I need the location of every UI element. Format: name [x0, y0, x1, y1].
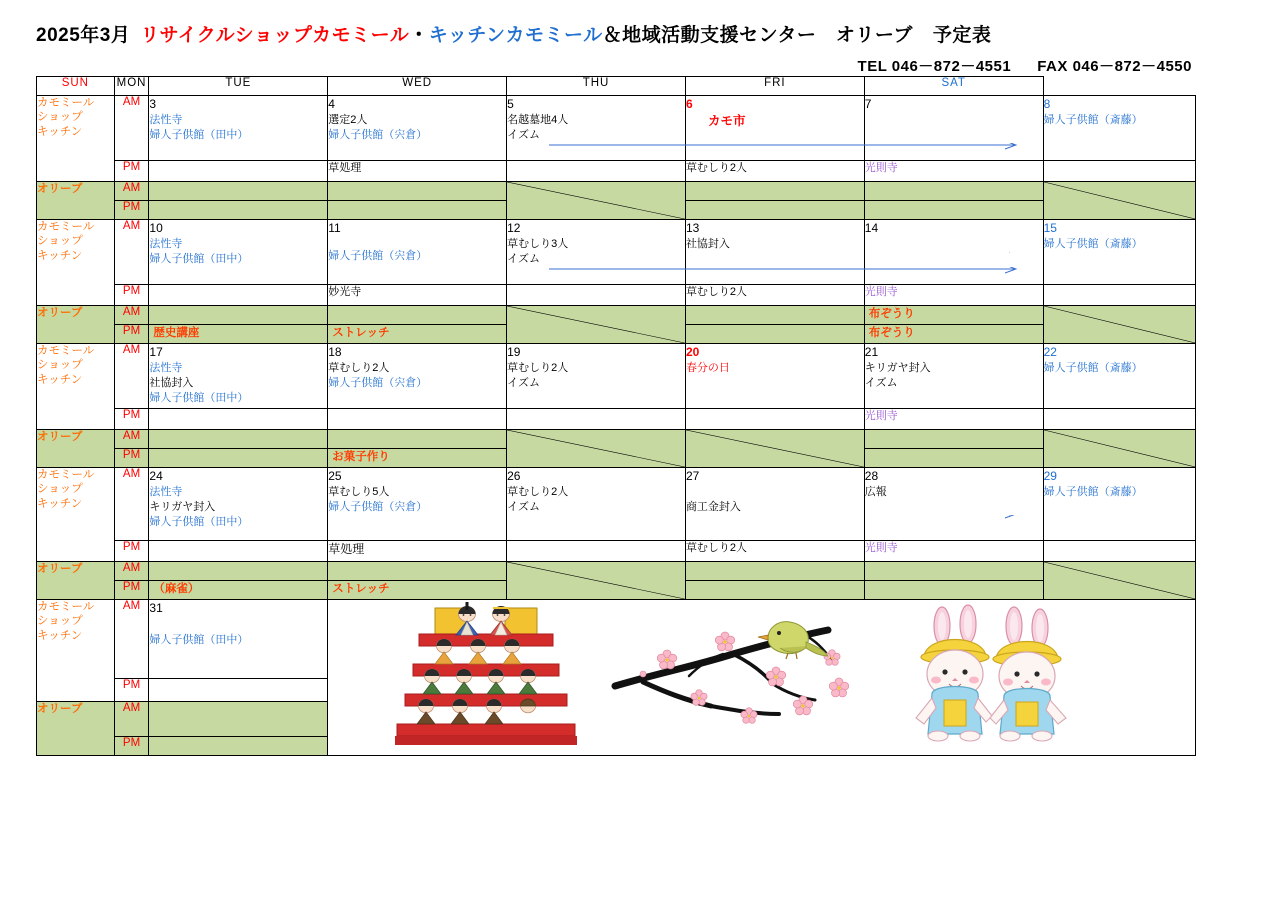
- row-label-kamomile: カモミール ショップ キッチン: [37, 220, 115, 306]
- cell-w2-olive-tue-pm: ストレッチ: [328, 325, 507, 344]
- row-ampm-pm: PM: [114, 449, 149, 468]
- cell-w1-tue-am: 4 選定2人 婦人子供館（宍倉）: [328, 96, 507, 161]
- cell-w5-mon-am: 31 婦人子供館（田中）: [149, 600, 328, 679]
- tel-label: TEL: [857, 58, 888, 75]
- cell-w4-fri-pm: 光則寺: [864, 541, 1043, 562]
- title-month: 2025年3月: [36, 25, 131, 46]
- row-ampm-pm: PM: [114, 325, 149, 344]
- row-ampm-am: AM: [114, 430, 149, 449]
- cell-w4-thu-pm: 草むしり2人: [685, 541, 864, 562]
- table-row: [37, 161, 1196, 182]
- cell-w1-olive-fri-pm: [864, 201, 1043, 220]
- cell-w3-thu-am: 20 春分の日: [685, 344, 864, 409]
- cell-w1-olive-thu-pm: [685, 201, 864, 220]
- cell-w3-tue-am: 18 草むしり2人 婦人子供館（宍倉）: [328, 344, 507, 409]
- cell-w1-mon-am: 3 法性寺 婦人子供館（田中）: [149, 96, 328, 161]
- cell-w2-olive-fri-pm: 布ぞうり: [864, 325, 1043, 344]
- cell-w1-wed-pm: [507, 161, 686, 182]
- cell-w2-fri-am: 14: [864, 220, 1043, 285]
- cell-w5-olive-mon-pm: [149, 737, 328, 756]
- event-kamoichi: カモ市: [707, 114, 746, 129]
- row-label-olive: オリーブ: [37, 562, 115, 600]
- cell-w2-tue-pm: 妙光寺: [328, 285, 507, 306]
- table-row: [37, 430, 1196, 449]
- table-row: [37, 96, 1196, 161]
- span-arrow-wed-fri-4: [507, 515, 685, 525]
- cell-w4-thu-am: 27 商工金封入: [685, 468, 864, 541]
- cell-w3-thu-pm: [685, 409, 864, 430]
- cell-w2-olive-sat-blocked: [1043, 306, 1195, 344]
- row-label-olive: オリーブ: [37, 430, 115, 468]
- table-row: [37, 182, 1196, 201]
- title-center: ＆地域活動支援センター オリーブ: [602, 25, 913, 46]
- cell-w2-fri-pm: 光則寺: [864, 285, 1043, 306]
- contact-info: [858, 55, 1192, 76]
- row-ampm-pm: PM: [114, 737, 149, 756]
- row-label-olive: オリーブ: [37, 702, 115, 756]
- col-header-thu: THU: [507, 77, 686, 96]
- col-header-sat: SAT: [864, 77, 1043, 96]
- cell-w1-olive-fri-am: [864, 182, 1043, 201]
- row-label-kamomile: カモミール ショップ キッチン: [37, 468, 115, 562]
- cell-w1-mon-pm: [149, 161, 328, 182]
- row-label-olive: オリーブ: [37, 182, 115, 220]
- title-dot: ・: [409, 25, 429, 46]
- col-header-mon: MON: [114, 77, 149, 96]
- row-ampm-pm: PM: [114, 541, 149, 562]
- cell-w1-fri-am: 7: [864, 96, 1043, 161]
- cell-w3-mon-pm: [149, 409, 328, 430]
- illustrations-svg: [328, 600, 1157, 755]
- table-row: [37, 541, 1196, 562]
- cell-w2-olive-wed-blocked: [507, 306, 686, 344]
- cell-w3-olive-tue-am: [328, 430, 507, 449]
- cell-w4-olive-sat-blocked: [1043, 562, 1195, 600]
- fax-label: FAX: [1037, 58, 1068, 75]
- cell-w1-tue-pm: 草処理: [328, 161, 507, 182]
- cell-w1-thu-pm: 草むしり2人: [685, 161, 864, 182]
- row-label-kamomile: カモミール ショップ キッチン: [37, 344, 115, 430]
- cell-w2-tue-am: 11 婦人子供館（宍倉）: [328, 220, 507, 285]
- title-schedule: 予定表: [932, 25, 992, 46]
- cell-w3-olive-mon-am: [149, 430, 328, 449]
- col-header-tue: TUE: [149, 77, 328, 96]
- cell-w1-sat-am: 8 婦人子供館（斎藤）: [1043, 96, 1195, 161]
- cell-w1-olive-thu-am: [685, 182, 864, 201]
- title-kitchen: キッチンカモミール: [428, 25, 603, 46]
- row-ampm-am: AM: [114, 96, 149, 161]
- col-header-wed: WED: [328, 77, 507, 96]
- cell-w2-sat-pm: [1043, 285, 1195, 306]
- cell-w2-sat-am: 15 婦人子供館（斎藤）: [1043, 220, 1195, 285]
- cell-w3-olive-thu-blocked: [685, 430, 864, 468]
- title-shop: リサイクルショップカモミール: [140, 25, 410, 46]
- row-ampm-am: AM: [114, 562, 149, 581]
- table-row: [37, 562, 1196, 581]
- cell-w4-olive-fri-pm: [864, 581, 1043, 600]
- table-header-row: [37, 77, 1196, 96]
- cell-w4-olive-tue-pm: ストレッチ: [328, 581, 507, 600]
- tel-number: 046－872－4551: [891, 58, 1012, 75]
- table-row: [37, 220, 1196, 285]
- cell-w1-olive-tue-am: [328, 182, 507, 201]
- row-ampm-am: AM: [114, 468, 149, 541]
- span-arrow-wed-fri-2: [507, 267, 685, 277]
- row-ampm-pm: PM: [114, 409, 149, 430]
- row-ampm-am: AM: [114, 344, 149, 409]
- illustration-area: [328, 600, 1196, 756]
- cell-w2-mon-am: 10 法性寺 婦人子供館（田中）: [149, 220, 328, 285]
- table-row: [37, 306, 1196, 325]
- cell-w4-olive-thu-pm: [685, 581, 864, 600]
- cell-w3-olive-sat-blocked: [1043, 430, 1195, 468]
- cell-w3-sat-pm: [1043, 409, 1195, 430]
- row-ampm-am: AM: [114, 600, 149, 679]
- cell-w5-mon-pm: [149, 679, 328, 702]
- col-header-sun: SUN: [37, 77, 115, 96]
- cell-w4-tue-pm: 草処理: [328, 541, 507, 562]
- cell-w3-olive-tue-pm: お菓子作り: [328, 449, 507, 468]
- cell-w1-olive-tue-pm: [328, 201, 507, 220]
- cell-w3-wed-pm: [507, 409, 686, 430]
- calendar-table: [36, 76, 1196, 756]
- cell-w3-wed-am: 19 草むしり2人 イズム: [507, 344, 686, 409]
- cell-w3-olive-fri-am: [864, 430, 1043, 449]
- table-row: [37, 409, 1196, 430]
- cell-w4-olive-thu-am: [685, 562, 864, 581]
- cell-w2-wed-pm: [507, 285, 686, 306]
- cell-w1-olive-mon-am: [149, 182, 328, 201]
- cell-w3-fri-pm: 光則寺: [864, 409, 1043, 430]
- table-row: [37, 344, 1196, 409]
- table-row: [37, 468, 1196, 541]
- cell-w2-thu-am: 13 社協封入: [685, 220, 864, 285]
- cell-w1-sat-pm: [1043, 161, 1195, 182]
- row-ampm-pm: PM: [114, 679, 149, 702]
- cell-w4-tue-am: 25 草むしり5人 婦人子供館（宍倉）: [328, 468, 507, 541]
- cell-w4-wed-am: 26 草むしり2人 イズム: [507, 468, 686, 541]
- cell-w2-olive-mon-pm: 歴史講座: [149, 325, 328, 344]
- cell-w5-olive-mon-am: [149, 702, 328, 737]
- cell-w4-wed-pm: [507, 541, 686, 562]
- row-label-olive: オリーブ: [37, 306, 115, 344]
- table-row: [37, 600, 1196, 679]
- row-label-kamomile: カモミール ショップ キッチン: [37, 96, 115, 182]
- row-ampm-am: AM: [114, 220, 149, 285]
- cell-w2-thu-pm: 草むしり2人: [685, 285, 864, 306]
- cell-w2-olive-thu-pm: [685, 325, 864, 344]
- row-ampm-pm: PM: [114, 161, 149, 182]
- fax-number: 046－872－4550: [1072, 58, 1192, 75]
- cell-w4-sat-pm: [1043, 541, 1195, 562]
- cell-w1-olive-sat-blocked: [1043, 182, 1195, 220]
- cell-w4-mon-pm: [149, 541, 328, 562]
- cell-w3-tue-pm: [328, 409, 507, 430]
- cell-w3-olive-wed-blocked: [507, 430, 686, 468]
- cell-w4-olive-wed-blocked: [507, 562, 686, 600]
- row-label-kamomile: カモミール ショップ キッチン: [37, 600, 115, 702]
- cell-w4-olive-mon-am: [149, 562, 328, 581]
- row-ampm-pm: PM: [114, 581, 149, 600]
- cell-w2-olive-mon-am: [149, 306, 328, 325]
- cell-w3-olive-mon-pm: [149, 449, 328, 468]
- cell-w4-fri-am: 28 広報: [864, 468, 1043, 541]
- span-arrow-thu-fri-4: [686, 515, 864, 525]
- cell-w3-mon-am: 17 法性寺 社協封入 婦人子供館（田中）: [149, 344, 328, 409]
- col-header-fri: FRI: [685, 77, 864, 96]
- row-ampm-pm: PM: [114, 285, 149, 306]
- cell-w2-mon-pm: [149, 285, 328, 306]
- cell-w3-fri-am: 21 キリガヤ封入 イズム: [864, 344, 1043, 409]
- cell-w2-olive-thu-am: [685, 306, 864, 325]
- cell-w1-thu-am: 6 カモ市: [685, 96, 864, 161]
- cell-w2-wed-am: 12 草むしり3人 イズム: [507, 220, 686, 285]
- table-row: [37, 285, 1196, 306]
- cell-w1-fri-pm: 光則寺: [864, 161, 1043, 182]
- cell-w4-olive-tue-am: [328, 562, 507, 581]
- cell-w4-mon-am: 24 法性寺 キリガヤ封入 婦人子供館（田中）: [149, 468, 328, 541]
- row-ampm-am: AM: [114, 702, 149, 737]
- cell-w3-sat-am: 22 婦人子供館（斎藤）: [1043, 344, 1195, 409]
- row-ampm-pm: PM: [114, 201, 149, 220]
- cell-w1-olive-wed-blocked: [507, 182, 686, 220]
- cell-w1-olive-mon-pm: [149, 201, 328, 220]
- span-arrow-wed-fri: [507, 143, 685, 153]
- span-arrow-thu-fri: [686, 252, 864, 262]
- cell-w3-olive-fri-pm: [864, 449, 1043, 468]
- cell-w4-sat-am: 29 婦人子供館（斎藤）: [1043, 468, 1195, 541]
- cell-w4-olive-mon-pm: （麻雀）: [149, 581, 328, 600]
- cell-w1-wed-am: 5 名越墓地4人 イズム: [507, 96, 686, 161]
- row-ampm-am: AM: [114, 182, 149, 201]
- cell-w4-olive-fri-am: [864, 562, 1043, 581]
- page-title: [36, 20, 991, 47]
- cell-w2-olive-fri-am: 布ぞうり: [864, 306, 1043, 325]
- row-ampm-am: AM: [114, 306, 149, 325]
- cell-w2-olive-tue-am: [328, 306, 507, 325]
